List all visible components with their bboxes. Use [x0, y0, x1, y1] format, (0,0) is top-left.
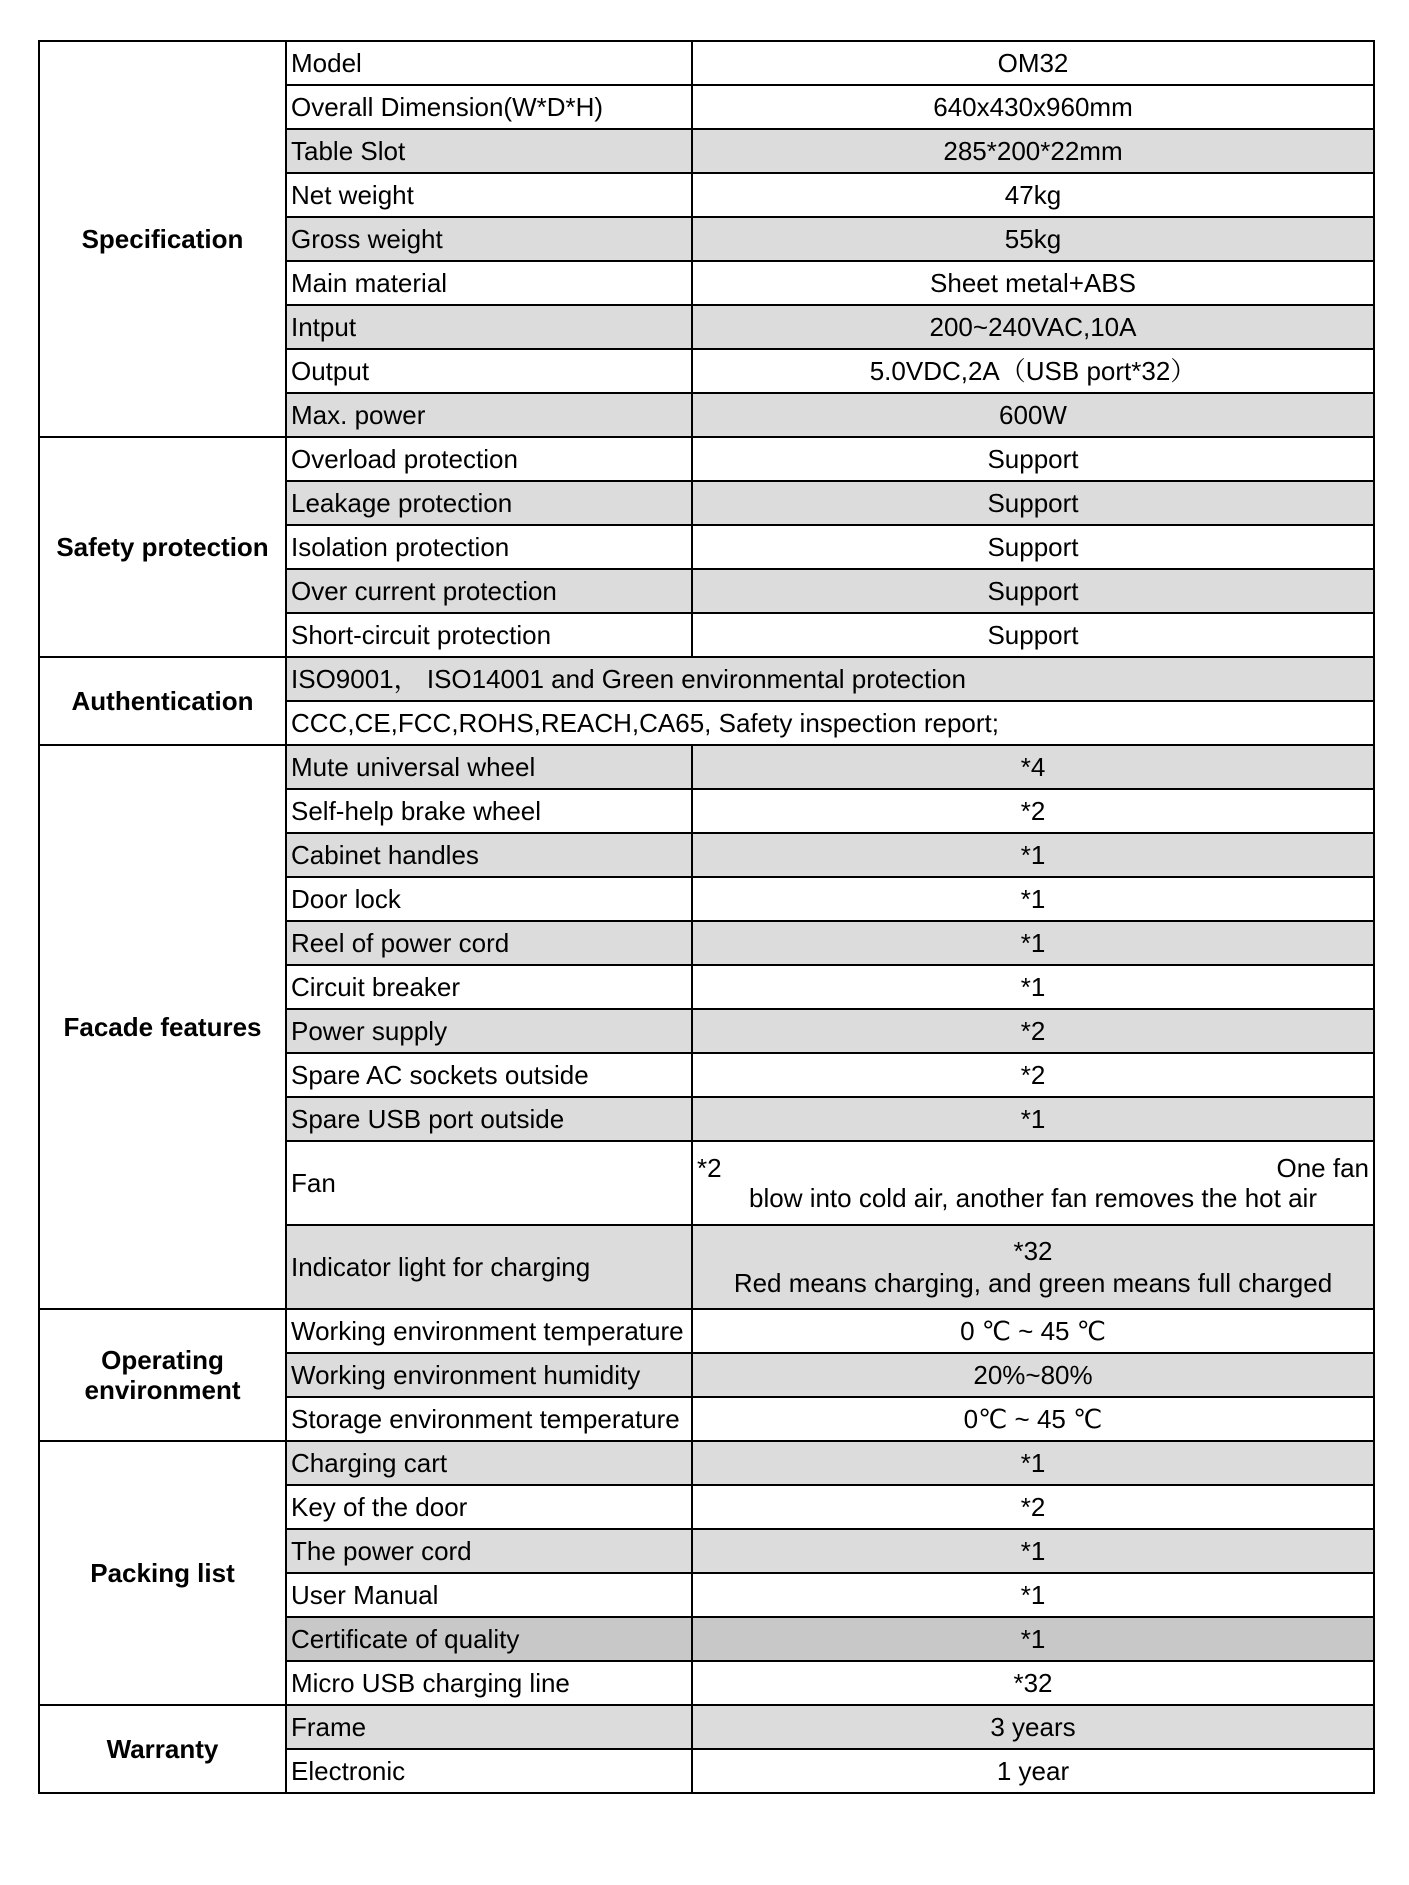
section-title: Operating environment [39, 1309, 286, 1441]
row-label: User Manual [286, 1573, 692, 1617]
section-title: Packing list [39, 1441, 286, 1705]
row-value [692, 1225, 1374, 1309]
fan-value-top [697, 1153, 1369, 1183]
table-row [39, 1705, 1374, 1749]
section-title: Specification [39, 41, 286, 437]
row-label: Electronic [286, 1749, 692, 1793]
row-label: Working environment temperature [286, 1309, 692, 1353]
row-label: Isolation protection [286, 525, 692, 569]
row-value: 285*200*22mm [692, 129, 1374, 173]
row-label: Key of the door [286, 1485, 692, 1529]
row-value: 600W [692, 393, 1374, 437]
row-label: Short-circuit protection [286, 613, 692, 657]
row-value: 640x430x960mm [692, 85, 1374, 129]
row-label: Table Slot [286, 129, 692, 173]
table-row [39, 1309, 1374, 1353]
row-label: Intput [286, 305, 692, 349]
row-label: Power supply [286, 1009, 692, 1053]
section-title: Safety protection [39, 437, 286, 657]
spec-table-body [39, 41, 1374, 1793]
row-value: *1 [692, 1529, 1374, 1573]
fan-count: *2 [697, 1153, 722, 1183]
row-label: Net weight [286, 173, 692, 217]
row-label: Leakage protection [286, 481, 692, 525]
row-label: Certificate of quality [286, 1617, 692, 1661]
row-value: 1 year [692, 1749, 1374, 1793]
table-row [39, 657, 1374, 701]
row-label: Mute universal wheel [286, 745, 692, 789]
row-label: ISO9001， ISO14001 and Green environmental protection [286, 657, 1374, 701]
row-label: Fan [286, 1141, 692, 1225]
row-label: Overload protection [286, 437, 692, 481]
row-label: Circuit breaker [286, 965, 692, 1009]
section-title: Warranty [39, 1705, 286, 1793]
table-row [39, 437, 1374, 481]
row-value: *1 [692, 1441, 1374, 1485]
row-label: Indicator light for charging [286, 1225, 692, 1309]
row-value: *32 [692, 1661, 1374, 1705]
spec-table [38, 40, 1375, 1794]
row-value: Support [692, 613, 1374, 657]
table-row [39, 41, 1374, 85]
row-value: *2 [692, 1053, 1374, 1097]
row-value: 0 ℃ ~ 45 ℃ [692, 1309, 1374, 1353]
row-label: Micro USB charging line [286, 1661, 692, 1705]
row-value: 55kg [692, 217, 1374, 261]
row-label: Cabinet handles [286, 833, 692, 877]
row-value: *1 [692, 1573, 1374, 1617]
row-value: Support [692, 525, 1374, 569]
row-value: *1 [692, 1097, 1374, 1141]
row-value [692, 1141, 1374, 1225]
row-label: Gross weight [286, 217, 692, 261]
row-label: Max. power [286, 393, 692, 437]
row-label: Storage environment temperature [286, 1397, 692, 1441]
fan-note: blow into cold air, another fan removes the hot air [749, 1183, 1317, 1213]
row-value: Support [692, 569, 1374, 613]
row-label: Spare USB port outside [286, 1097, 692, 1141]
section-title: Authentication [39, 657, 286, 745]
row-value: *1 [692, 1617, 1374, 1661]
row-label: Self-help brake wheel [286, 789, 692, 833]
row-label: Main material [286, 261, 692, 305]
row-label: Overall Dimension(W*D*H) [286, 85, 692, 129]
row-value: 3 years [692, 1705, 1374, 1749]
row-value: *4 [692, 745, 1374, 789]
row-value: 5.0VDC,2A（USB port*32） [692, 349, 1374, 393]
row-value: 200~240VAC,10A [692, 305, 1374, 349]
row-label: Over current protection [286, 569, 692, 613]
row-value: *1 [692, 833, 1374, 877]
row-value: *2 [692, 1009, 1374, 1053]
fan-note-start: One fan [1276, 1153, 1369, 1183]
row-label: Reel of power cord [286, 921, 692, 965]
row-value: Sheet metal+ABS [692, 261, 1374, 305]
table-row [39, 745, 1374, 789]
row-value: Support [692, 481, 1374, 525]
indicator-note: Red means charging, and green means full charged [733, 1268, 1333, 1298]
row-label: CCC,CE,FCC,ROHS,REACH,CA65, Safety inspection report; [286, 701, 1374, 745]
table-row [39, 1441, 1374, 1485]
row-label: Door lock [286, 877, 692, 921]
row-value: *2 [692, 1485, 1374, 1529]
row-label: Spare AC sockets outside [286, 1053, 692, 1097]
row-value: 47kg [692, 173, 1374, 217]
row-value: 0℃ ~ 45 ℃ [692, 1397, 1374, 1441]
row-label: Frame [286, 1705, 692, 1749]
row-label: Working environment humidity [286, 1353, 692, 1397]
row-label: The power cord [286, 1529, 692, 1573]
row-label: Model [286, 41, 692, 85]
indicator-count: *32 [1013, 1236, 1053, 1266]
row-label: Charging cart [286, 1441, 692, 1485]
row-value: 20%~80% [692, 1353, 1374, 1397]
row-value: OM32 [692, 41, 1374, 85]
row-value: *1 [692, 921, 1374, 965]
row-value: Support [692, 437, 1374, 481]
row-label: Output [286, 349, 692, 393]
row-value: *1 [692, 965, 1374, 1009]
section-title: Facade features [39, 745, 286, 1309]
row-value: *2 [692, 789, 1374, 833]
row-value: *1 [692, 877, 1374, 921]
